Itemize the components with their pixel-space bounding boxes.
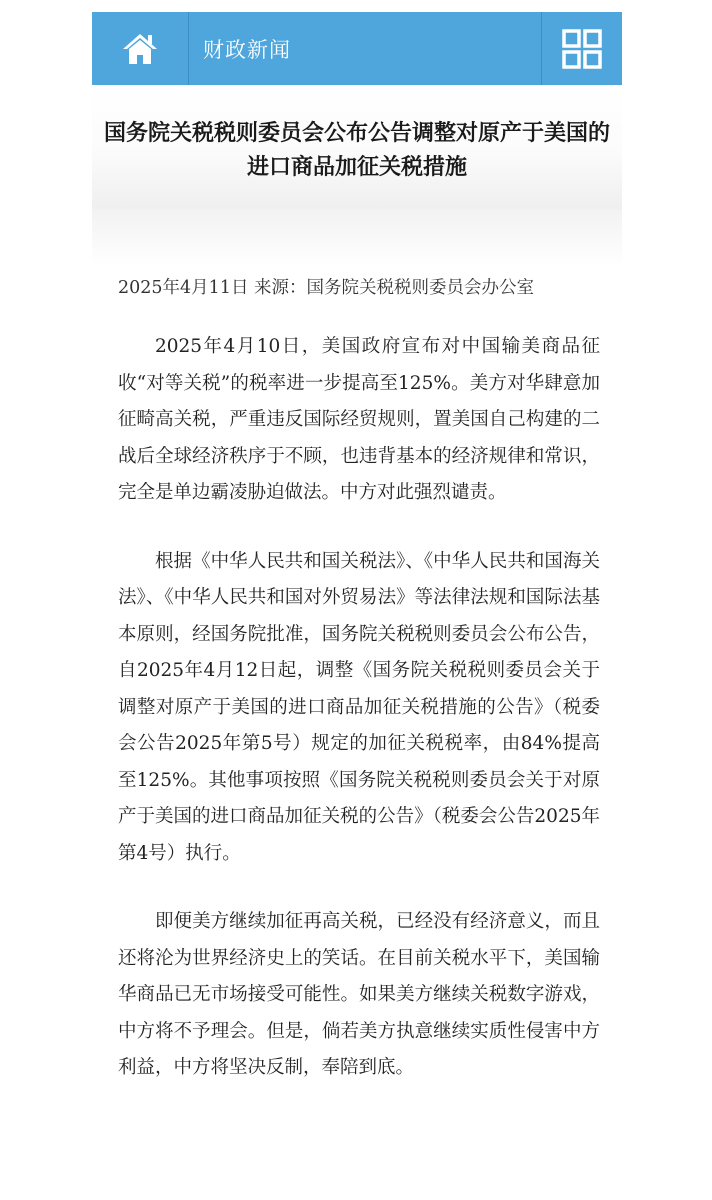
home-button[interactable] bbox=[92, 12, 188, 85]
article-title: 国务院关税税则委员会公布公告调整对原产于美国的进口商品加征关税措施 bbox=[103, 121, 610, 180]
grid-menu-icon bbox=[562, 29, 602, 69]
article-meta bbox=[92, 273, 622, 303]
title-block bbox=[92, 85, 622, 209]
article-body bbox=[92, 329, 622, 1087]
header-bar bbox=[92, 12, 622, 85]
home-icon bbox=[122, 31, 158, 67]
menu-button[interactable] bbox=[542, 12, 622, 85]
paragraph-1: 2025年4月10日，美国政府宣布对中国输美商品征收“对等关税”的税率进一步提高至125%。美方对华肆意加征畸高关税，严重违反国际经贸规则，置美国自己构建的二战后全球经济秩序于不顾，也违背基本的经济规律和常识，完全是单边霸凌胁迫做法。中方对此强烈谴责。 bbox=[118, 336, 600, 503]
section-title[interactable]: 财政新闻 bbox=[203, 37, 291, 62]
article-source: 国务院关税税则委员会办公室 bbox=[306, 278, 535, 298]
paragraph-2: 根据《中华人民共和国关税法》、《中华人民共和国海关法》、《中华人民共和国对外贸易法》等法律法规和国际法基本原则，经国务院批准，国务院关税税则委员会公布公告，自2025年4月12日起，调整《国务院关税税则委员会关于调整对原产于美国的进口商品加征关税措施的公告》（税委会公告2025年第5号）规定的加征关税税率，由84%提高至125%。其他事项按照《国务院关税税则委员会关于对原产于美国的进口商品加征关税的公告》（税委会公告2025年第4号）执行。 bbox=[118, 550, 600, 864]
paragraph-3: 即便美方继续加征再高关税，已经没有经济意义，而且还将沦为世界经济史上的笑话。在目前关税水平下，美国输华商品已无市场接受可能性。如果美方继续关税数字游戏，中方将不予理会。但是，倘若美方执意继续实质性侵害中方利益，中方将坚决反制，奉陪到底。 bbox=[118, 911, 600, 1078]
title-separator bbox=[92, 209, 622, 267]
page bbox=[92, 12, 622, 1119]
source-label: 来源： bbox=[254, 278, 307, 298]
article-date: 2025年4月11日 bbox=[118, 278, 249, 298]
